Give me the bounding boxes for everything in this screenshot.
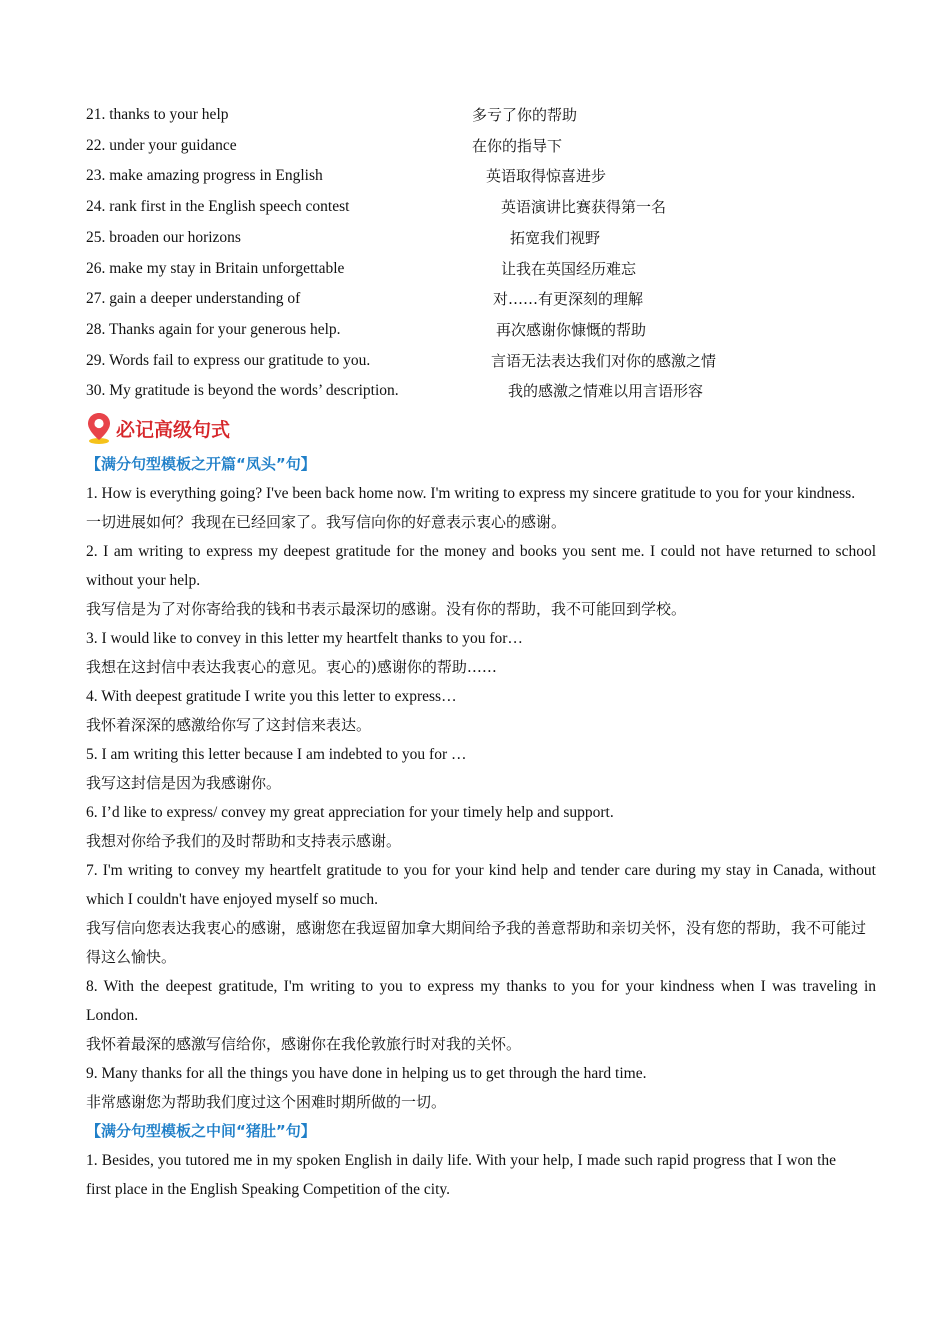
phrase-row bbox=[0, 378, 950, 404]
sentence-zh: 我怀着最深的感激写信给你，感谢你在我伦敦旅行时对我的关怀。 bbox=[86, 1035, 522, 1053]
phrase-en: 22. under your guidance bbox=[86, 137, 237, 154]
phrase-row bbox=[0, 194, 950, 220]
phrase-en: 23. make amazing progress in English bbox=[86, 167, 323, 184]
sentence-en: 7. I'm writing to convey my heartfelt gratitude to you for your kind help and tender care during my stay in Canada, without which I couldn't have enjoyed myself so much. bbox=[86, 862, 876, 908]
sentence-zh: 我想对你给予我们的及时帮助和支持表示感谢。 bbox=[86, 832, 402, 850]
phrase-zh: 在你的指导下 bbox=[472, 137, 563, 155]
sentence-zh: 我写信向您表达我衷心的感谢，感谢您在我逗留加拿大期间给予我的善意帮助和亲切关怀，没有您的帮助，我不可能过得这么愉快。 bbox=[86, 919, 867, 966]
phrase-row bbox=[0, 133, 950, 159]
sentence-en: 3. I would like to convey in this letter my heartfelt thanks to you for… bbox=[86, 630, 523, 647]
phrase-en: 30. My gratitude is beyond the words’ description. bbox=[86, 382, 399, 399]
phrase-en: 25. broaden our horizons bbox=[86, 229, 241, 246]
sentence-zh: 我写这封信是因为我感谢你。 bbox=[86, 774, 282, 792]
phrase-en: 29. Words fail to express our gratitude to you. bbox=[86, 352, 371, 369]
phrase-zh: 多亏了你的帮助 bbox=[472, 106, 578, 124]
phrase-row bbox=[0, 256, 950, 282]
sentence-zh: 我怀着深深的感激给你写了这封信来表达。 bbox=[86, 716, 372, 734]
phrase-en: 26. make my stay in Britain unforgettable bbox=[86, 260, 345, 277]
phrase-row bbox=[0, 348, 950, 374]
content-body bbox=[86, 450, 876, 1204]
sentence-zh: 一切进展如何？我现在已经回家了。我写信向你的好意表示衷心的感谢。 bbox=[86, 513, 567, 531]
phrase-row bbox=[0, 225, 950, 251]
phrase-row bbox=[0, 286, 950, 312]
phrase-zh: 英语演讲比赛获得第一名 bbox=[501, 198, 667, 216]
phrase-zh: 拓宽我们视野 bbox=[510, 229, 601, 247]
sentence-zh: 我写信是为了对你寄给我的钱和书表示最深切的感谢。没有你的帮助，我不可能回到学校。 bbox=[86, 600, 687, 618]
opening-heading: 【满分句型模板之开篇“凤头”句】 bbox=[86, 455, 316, 473]
phrase-en: 28. Thanks again for your generous help. bbox=[86, 321, 341, 338]
sentence-en: 6. I’d like to express/ convey my great appreciation for your timely help and support. bbox=[86, 804, 614, 821]
sentence-en: 5. I am writing this letter because I am indebted to you for … bbox=[86, 746, 467, 763]
phrase-zh: 再次感谢你慷慨的帮助 bbox=[496, 321, 647, 339]
sentence-en: 2. I am writing to express my deepest gratitude for the money and books you sent me. I could not have returned to school without your help. bbox=[86, 543, 876, 589]
phrase-row bbox=[0, 163, 950, 189]
sentence-en: 1. How is everything going? I've been back home now. I'm writing to express my sincere gratitude to you for your kindness. bbox=[86, 485, 856, 502]
middle-heading: 【满分句型模板之中间“猪肚”句】 bbox=[86, 1122, 316, 1140]
phrase-zh: 我的感激之情难以用言语形容 bbox=[508, 382, 704, 400]
sentence-en: 9. Many thanks for all the things you have done in helping us to get through the hard time. bbox=[86, 1065, 647, 1082]
section-title bbox=[86, 410, 230, 446]
sentence-en: 1. Besides, you tutored me in my spoken English in daily life. With your help, I made such rapid progress that I won the first place in the English Speaking Competition of the city. bbox=[86, 1152, 836, 1198]
phrase-zh: 言语无法表达我们对你的感激之情 bbox=[491, 352, 717, 370]
section-title-text: 必记高级句式 bbox=[116, 418, 231, 441]
phrase-row bbox=[0, 317, 950, 343]
phrase-zh: 对……有更深刻的理解 bbox=[493, 290, 644, 308]
sentence-en: 4. With deepest gratitude I write you this letter to express… bbox=[86, 688, 457, 705]
sentence-zh: 我想在这封信中表达我衷心的意见。衷心的)感谢你的帮助…… bbox=[86, 658, 497, 676]
phrase-zh: 英语取得惊喜进步 bbox=[486, 167, 607, 185]
map-pin-icon bbox=[86, 411, 112, 445]
phrase-zh: 让我在英国经历难忘 bbox=[501, 260, 637, 278]
phrase-en: 24. rank first in the English speech contest bbox=[86, 198, 350, 215]
phrase-en: 21. thanks to your help bbox=[86, 106, 229, 123]
phrase-row bbox=[0, 102, 950, 128]
sentence-zh: 非常感谢您为帮助我们度过这个困难时期所做的一切。 bbox=[86, 1093, 447, 1111]
sentence-en: 8. With the deepest gratitude, I'm writing to you to express my thanks to you for your kindness when I was traveling in London. bbox=[86, 978, 876, 1024]
phrase-en: 27. gain a deeper understanding of bbox=[86, 290, 301, 307]
